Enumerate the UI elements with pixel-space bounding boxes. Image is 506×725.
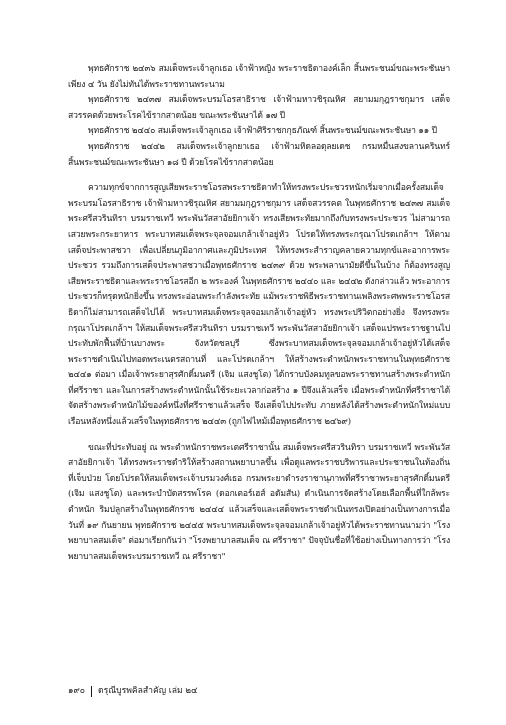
paragraph-4: พุทธศักราช ๒๔๔๒ สมเด็จพระเจ้าลูกยาเธอ เจ้าฟ้ามหิดลอดุลยเดช กรมหมื่นสงขลานครินทร์ สิ้นพระชนม์ขณะพระชันษา ๑๘ ปี ด้วยโรคไข้รากสาดน้อย <box>68 141 450 168</box>
paragraph-5: ความทุกข์จากการสูญเสียพระราชโอรสพระราชธิดาทำให้ทรงพระประชวรหนักเริ่มจากเมื่อครั้งสมเด็จพระบรมโอรสาธิราช เจ้าฟ้ามหาวชิรุณหิศ สยามมกุฎราชกุมาร เสด็จสวรรคต ในพุทธศักราช ๒๔๓๗ สมเด็จพระศรีสวรินทิรา บรมราชเทวี พระพันวัสสาอัยยิกาเจ้า ทรงเสียพระทัยมากถึงกับทรงพระประชวร ไม่สามารถเสวยพระกระยาหาร พระบาทสมเด็จพระจุลจอมเกล้าเจ้าอยู่หัว โปรดให้ทรงพระกรุณาโปรดเกล้าฯ ให้ตามเสด็จประพาสชวา เพื่อเปลี่ยนภูมิอากาศและภูมิประเทศ ให้ทรงพระสำราญคลายความทุกข์และอาการพระประชวร รวมถึงการเสด็จประพาสชวาเมื่อพุทธศักราช ๒๔๓๙ ด้วย พระพลานามัยดีขึ้นในบ้าง ก็ต้องทรงสูญเสียพระราชธิดาและพระราชโอรสอีก ๒ พระองค์ ในพุทธศักราช ๒๔๔๐ และ ๒๔๔๒ ดังกล่าวแล้ว พระอาการประชวรก็ทรุดหนักยิ่งขึ้น ทรงพระอ่อนพระกำลังพระทัย แม้พระราชพิธีพระราชทานเพลิงพระศพพระราชโอรสธิดาก็ไม่สามารถเสด็จไปได้ พระบาทสมเด็จพระจุลจอมเกล้าเจ้าอยู่หัว ทรงพระปริวิตกอย่างยิ่ง จึงทรงพระกรุณาโปรดเกล้าฯ ให้สมเด็จพระศรีสวรินทิรา บรมราชเทวี พระพันวัสสาอัยยิกาเจ้า เสด็จแปรพระราชฐานไปประทับพักฟื้นที่บ้านบางพระ จังหวัดชลบุรี ซึ่งพระบาทสมเด็จพระจุลจอมเกล้าเจ้าอยู่หัวได้เสด็จพระราชดำเนินไปทอดพระเนตรสถานที่ และโปรดเกล้าฯ ให้สร้างพระตำหนักพระราชทานในพุทธศักราช ๒๔๔๑ ต่อมา เมื่อเจ้าพระยาสุรศักดิ์มนตรี (เจิม แสงชูโต) ได้กราบบังคมทูลขอพระราชทานสร้างพระตำหนักที่ศรีราชา และในการสร้างพระตำหนักนั้นใช้ระยะเวลาก่อสร้าง ๑ ปีจึงแล้วเสร็จ เมื่อพระตำหนักที่ศรีราชาได้จัดสร้างพระตำหนักไม้ของค์หนึ่งที่ศรีราชาแล้วเสร็จ จึงเสด็จไปประทับ ภายหลังได้สร้างพระตำหนักใหม่แบบเรือนหลังหนึ่งแล้วเสร็จในพุทธศักราช ๒๔๔๓ (ถูกไฟไหม้เมื่อพุทธศักราช ๒๔๖๙) <box>68 183 450 428</box>
paragraph-1: พุทธศักราช ๒๔๓๖ สมเด็จพระเจ้าลูกเธอ เจ้าฟ้าหญิง พระราชธิดาองค์เล็ก สิ้นพระชนม์ขณะพระชันษาเพียง ๔ วัน ยังไม่ทันได้พระราชทานพระนาม <box>68 64 450 90</box>
publication-title: ดรุณีบูรพคิลสำคัญ เล่ม ๒๔ <box>98 686 198 696</box>
page-footer <box>68 684 450 698</box>
paragraph-gap <box>68 171 450 181</box>
paragraph-gap <box>68 431 450 441</box>
page-number: ๑๙๐ <box>68 686 85 696</box>
paragraph-6: ขณะที่ประทับอยู่ ณ พระตำหนักราชพระเตศรีราชานั้น สมเด็จพระศรีสวรินทิรา บรมราชเทวี พระพันวัสสาอัยยิกาเจ้า ได้ทรงพระราชดำริให้สร้างสถานพยาบาลขึ้น เพื่อดูแลพระราชบริพารและประชาชนในท้องถิ่นที่เจ็บป่วย โดยโปรดให้สมเด็จพระเจ้าบรมวงศ์เธอ กรมพระยาดำรงราชานุภาพที่ศรีราชาพระยาสุรศักดิ์มนตรี (เจิม แสงชูโต) และพระบำบัดสรรพโรค (ดอกเตอร์เฮส์ อดัมสัน) ดำเนินการจัดสร้างโดยเลือกพื้นที่ใกล้พระตำหนัก ริมปลูกสร้างในพุทธศักราช ๒๔๔๔ แล้วเสร็จและเสด็จพระราชดำเนินทรงเปิดอย่างเป็นทางการเมื่อวันที่ ๑๙ กันยายน พุทธศักราช ๒๔๔๕ พระบาทสมเด็จพระจุลจอมเกล้าเจ้าอยู่หัวได้พระราชทานนามว่า "โรงพยาบาลสมเด็จ" ต่อมาเรียกกันว่า "โรงพยาบาลสมเด็จ ณ ศรีราชา" ปัจจุบันชื่อที่ใช้อย่างเป็นทางการว่า "โรงพยาบาลสมเด็จพระบรมราชเทวี ณ ศรีราชา" <box>68 442 450 562</box>
paragraph-2: พุทธศักราช ๒๔๓๗ สมเด็จพระบรมโอรสาธิราช เจ้าฟ้ามหาวชิรุณหิศ สยามมกุฎราชกุมาร เสด็จสวรรคตด้วยพระโรคไข้รากสาดน้อย ขณะพระชันษาได้ ๑๗ ปี <box>68 95 450 121</box>
paragraph-3: พุทธศักราช ๒๔๔๐ สมเด็จพระเจ้าลูกเธอ เจ้าฟ้าศิริราชกกุธภัณฑ์ สิ้นพระชนม์ขณะพระชันษา ๑๑ ปี <box>88 126 437 137</box>
body-text <box>68 62 450 565</box>
footer-divider <box>91 686 92 697</box>
